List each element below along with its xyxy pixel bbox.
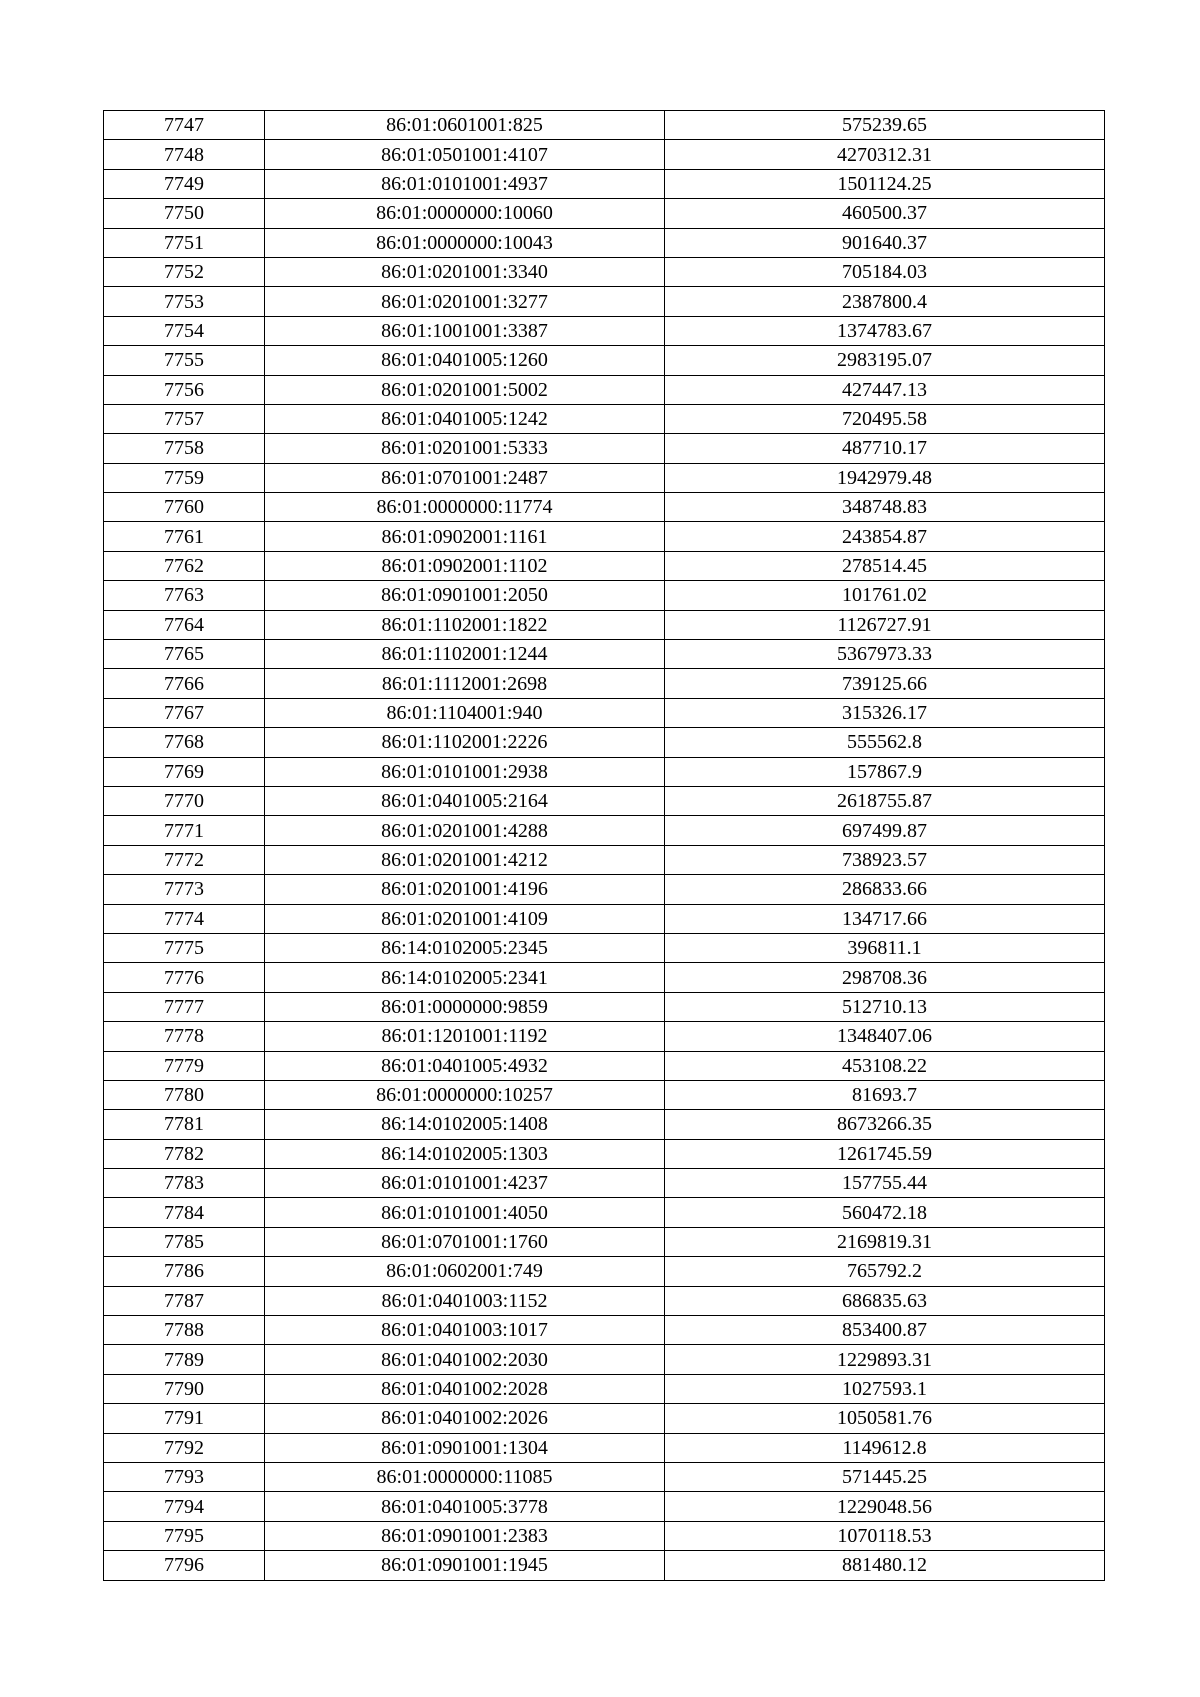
row-number-cell: 7749: [104, 169, 265, 198]
cadastral-number-cell: 86:01:0101001:4937: [265, 169, 665, 198]
value-cell: 286833.66: [665, 875, 1105, 904]
row-number-cell: 7776: [104, 963, 265, 992]
value-cell: 4270312.31: [665, 140, 1105, 169]
table-row: [104, 1316, 1105, 1345]
value-cell: 348748.83: [665, 493, 1105, 522]
value-cell: 1050581.76: [665, 1404, 1105, 1433]
row-number-cell: 7781: [104, 1110, 265, 1139]
table-row: [104, 1286, 1105, 1315]
row-number-cell: 7777: [104, 992, 265, 1021]
table-row: [104, 875, 1105, 904]
cadastral-number-cell: 86:01:0901001:1945: [265, 1551, 665, 1580]
row-number-cell: 7756: [104, 375, 265, 404]
row-number-cell: 7787: [104, 1286, 265, 1315]
table-row: [104, 346, 1105, 375]
row-number-cell: 7757: [104, 404, 265, 433]
value-cell: 1348407.06: [665, 1022, 1105, 1051]
value-cell: 512710.13: [665, 992, 1105, 1021]
row-number-cell: 7750: [104, 199, 265, 228]
row-number-cell: 7766: [104, 669, 265, 698]
cadastral-number-cell: 86:01:0401005:3778: [265, 1492, 665, 1521]
cadastral-number-cell: 86:01:0201001:3277: [265, 287, 665, 316]
table-row: [104, 404, 1105, 433]
row-number-cell: 7767: [104, 698, 265, 727]
table-row: [104, 992, 1105, 1021]
cadastral-number-cell: 86:01:0101001:2938: [265, 757, 665, 786]
table-row: [104, 228, 1105, 257]
table-row: [104, 1227, 1105, 1256]
cadastral-number-cell: 86:01:0401005:4932: [265, 1051, 665, 1080]
value-cell: 8673266.35: [665, 1110, 1105, 1139]
cadastral-number-cell: 86:01:0601001:825: [265, 111, 665, 140]
table-row: [104, 1374, 1105, 1403]
cadastral-number-cell: 86:01:0000000:10060: [265, 199, 665, 228]
table-row: [104, 1080, 1105, 1109]
value-cell: 1501124.25: [665, 169, 1105, 198]
value-cell: 1261745.59: [665, 1139, 1105, 1168]
table-row: [104, 581, 1105, 610]
cadastral-number-cell: 86:01:0701001:1760: [265, 1227, 665, 1256]
table-row: [104, 669, 1105, 698]
cadastral-number-cell: 86:14:0102005:2341: [265, 963, 665, 992]
row-number-cell: 7769: [104, 757, 265, 786]
value-cell: 298708.36: [665, 963, 1105, 992]
table-row: [104, 698, 1105, 727]
table-row: [104, 375, 1105, 404]
value-cell: 765792.2: [665, 1257, 1105, 1286]
cadastral-number-cell: 86:01:0701001:2487: [265, 463, 665, 492]
row-number-cell: 7758: [104, 434, 265, 463]
row-number-cell: 7762: [104, 551, 265, 580]
row-number-cell: 7761: [104, 522, 265, 551]
row-number-cell: 7788: [104, 1316, 265, 1345]
value-cell: 739125.66: [665, 669, 1105, 698]
value-cell: 555562.8: [665, 728, 1105, 757]
cadastral-number-cell: 86:01:1102001:1822: [265, 610, 665, 639]
row-number-cell: 7754: [104, 316, 265, 345]
cadastral-number-cell: 86:01:0901001:2050: [265, 581, 665, 610]
row-number-cell: 7792: [104, 1433, 265, 1462]
row-number-cell: 7773: [104, 875, 265, 904]
value-cell: 1942979.48: [665, 463, 1105, 492]
table-row: [104, 1433, 1105, 1462]
cadastral-number-cell: 86:01:0401003:1017: [265, 1316, 665, 1345]
value-cell: 81693.7: [665, 1080, 1105, 1109]
cadastral-number-cell: 86:01:0000000:11085: [265, 1462, 665, 1491]
value-cell: 2983195.07: [665, 346, 1105, 375]
row-number-cell: 7748: [104, 140, 265, 169]
cadastral-number-cell: 86:01:0401002:2030: [265, 1345, 665, 1374]
table-row: [104, 933, 1105, 962]
table-row: [104, 1404, 1105, 1433]
value-cell: 738923.57: [665, 845, 1105, 874]
row-number-cell: 7786: [104, 1257, 265, 1286]
cadastral-number-cell: 86:01:1201001:1192: [265, 1022, 665, 1051]
value-cell: 853400.87: [665, 1316, 1105, 1345]
table-row: [104, 640, 1105, 669]
cadastral-number-cell: 86:01:0901001:1304: [265, 1433, 665, 1462]
row-number-cell: 7772: [104, 845, 265, 874]
value-cell: 487710.17: [665, 434, 1105, 463]
table-row: [104, 904, 1105, 933]
value-cell: 575239.65: [665, 111, 1105, 140]
value-cell: 278514.45: [665, 551, 1105, 580]
table-row: [104, 111, 1105, 140]
value-cell: 5367973.33: [665, 640, 1105, 669]
value-cell: 1070118.53: [665, 1521, 1105, 1550]
cadastral-number-cell: 86:01:1102001:2226: [265, 728, 665, 757]
value-cell: 2618755.87: [665, 786, 1105, 815]
cadastral-number-cell: 86:01:0101001:4050: [265, 1198, 665, 1227]
row-number-cell: 7784: [104, 1198, 265, 1227]
cadastral-number-cell: 86:01:0501001:4107: [265, 140, 665, 169]
cadastral-number-cell: 86:14:0102005:2345: [265, 933, 665, 962]
value-cell: 243854.87: [665, 522, 1105, 551]
table-row: [104, 287, 1105, 316]
table-row: [104, 728, 1105, 757]
cadastral-number-cell: 86:01:0000000:10043: [265, 228, 665, 257]
cadastral-number-cell: 86:01:0401005:1260: [265, 346, 665, 375]
value-cell: 881480.12: [665, 1551, 1105, 1580]
row-number-cell: 7782: [104, 1139, 265, 1168]
cadastral-number-cell: 86:01:0101001:4237: [265, 1169, 665, 1198]
cadastral-number-cell: 86:01:0201001:4109: [265, 904, 665, 933]
row-number-cell: 7760: [104, 493, 265, 522]
row-number-cell: 7747: [104, 111, 265, 140]
row-number-cell: 7778: [104, 1022, 265, 1051]
value-cell: 101761.02: [665, 581, 1105, 610]
cadastral-number-cell: 86:01:0201001:4288: [265, 816, 665, 845]
cadastral-number-cell: 86:01:0602001:749: [265, 1257, 665, 1286]
table-row: [104, 257, 1105, 286]
table-row: [104, 1521, 1105, 1550]
table-row: [104, 199, 1105, 228]
table-row: [104, 463, 1105, 492]
value-cell: 1027593.1: [665, 1374, 1105, 1403]
value-cell: 157867.9: [665, 757, 1105, 786]
data-table: [103, 110, 1105, 1581]
value-cell: 1126727.91: [665, 610, 1105, 639]
row-number-cell: 7768: [104, 728, 265, 757]
table-row: [104, 1169, 1105, 1198]
cadastral-number-cell: 86:01:0201001:4196: [265, 875, 665, 904]
row-number-cell: 7765: [104, 640, 265, 669]
value-cell: 427447.13: [665, 375, 1105, 404]
row-number-cell: 7783: [104, 1169, 265, 1198]
value-cell: 1229048.56: [665, 1492, 1105, 1521]
row-number-cell: 7752: [104, 257, 265, 286]
value-cell: 720495.58: [665, 404, 1105, 433]
value-cell: 2387800.4: [665, 287, 1105, 316]
row-number-cell: 7775: [104, 933, 265, 962]
value-cell: 157755.44: [665, 1169, 1105, 1198]
table-row: [104, 1492, 1105, 1521]
table-row: [104, 551, 1105, 580]
value-cell: 1229893.31: [665, 1345, 1105, 1374]
row-number-cell: 7780: [104, 1080, 265, 1109]
value-cell: 1374783.67: [665, 316, 1105, 345]
table-row: [104, 1345, 1105, 1374]
cadastral-number-cell: 86:14:0102005:1408: [265, 1110, 665, 1139]
cadastral-number-cell: 86:01:0000000:10257: [265, 1080, 665, 1109]
table-row: [104, 434, 1105, 463]
table-row: [104, 522, 1105, 551]
row-number-cell: 7770: [104, 786, 265, 815]
row-number-cell: 7755: [104, 346, 265, 375]
table-row: [104, 1198, 1105, 1227]
table-row: [104, 1110, 1105, 1139]
cadastral-number-cell: 86:01:0000000:9859: [265, 992, 665, 1021]
cadastral-number-cell: 86:01:0401005:1242: [265, 404, 665, 433]
row-number-cell: 7791: [104, 1404, 265, 1433]
row-number-cell: 7789: [104, 1345, 265, 1374]
value-cell: 2169819.31: [665, 1227, 1105, 1256]
row-number-cell: 7793: [104, 1462, 265, 1491]
cadastral-number-cell: 86:01:1104001:940: [265, 698, 665, 727]
row-number-cell: 7794: [104, 1492, 265, 1521]
cadastral-number-cell: 86:01:1102001:1244: [265, 640, 665, 669]
table-row: [104, 140, 1105, 169]
table-row: [104, 1257, 1105, 1286]
cadastral-number-cell: 86:01:0901001:2383: [265, 1521, 665, 1550]
cadastral-number-cell: 86:14:0102005:1303: [265, 1139, 665, 1168]
cadastral-number-cell: 86:01:0201001:5002: [265, 375, 665, 404]
row-number-cell: 7753: [104, 287, 265, 316]
value-cell: 453108.22: [665, 1051, 1105, 1080]
row-number-cell: 7796: [104, 1551, 265, 1580]
row-number-cell: 7763: [104, 581, 265, 610]
value-cell: 134717.66: [665, 904, 1105, 933]
table-row: [104, 1462, 1105, 1491]
cadastral-number-cell: 86:01:0902001:1102: [265, 551, 665, 580]
table-row: [104, 1022, 1105, 1051]
row-number-cell: 7764: [104, 610, 265, 639]
value-cell: 705184.03: [665, 257, 1105, 286]
row-number-cell: 7779: [104, 1051, 265, 1080]
cadastral-number-cell: 86:01:0401003:1152: [265, 1286, 665, 1315]
cadastral-number-cell: 86:01:0902001:1161: [265, 522, 665, 551]
row-number-cell: 7795: [104, 1521, 265, 1550]
table-row: [104, 610, 1105, 639]
row-number-cell: 7759: [104, 463, 265, 492]
cadastral-number-cell: 86:01:0000000:11774: [265, 493, 665, 522]
value-cell: 460500.37: [665, 199, 1105, 228]
cadastral-number-cell: 86:01:0401002:2028: [265, 1374, 665, 1403]
value-cell: 315326.17: [665, 698, 1105, 727]
table-row: [104, 757, 1105, 786]
cadastral-number-cell: 86:01:1112001:2698: [265, 669, 665, 698]
value-cell: 901640.37: [665, 228, 1105, 257]
value-cell: 560472.18: [665, 1198, 1105, 1227]
table-row: [104, 845, 1105, 874]
cadastral-number-cell: 86:01:0401005:2164: [265, 786, 665, 815]
table-row: [104, 169, 1105, 198]
value-cell: 686835.63: [665, 1286, 1105, 1315]
cadastral-number-cell: 86:01:0201001:5333: [265, 434, 665, 463]
table-row: [104, 1139, 1105, 1168]
table-body: [104, 111, 1105, 1581]
table-row: [104, 963, 1105, 992]
table-row: [104, 786, 1105, 815]
row-number-cell: 7785: [104, 1227, 265, 1256]
table-row: [104, 1051, 1105, 1080]
table-row: [104, 816, 1105, 845]
cadastral-number-cell: 86:01:0201001:3340: [265, 257, 665, 286]
value-cell: 697499.87: [665, 816, 1105, 845]
row-number-cell: 7771: [104, 816, 265, 845]
table-row: [104, 316, 1105, 345]
cadastral-number-cell: 86:01:1001001:3387: [265, 316, 665, 345]
table-row: [104, 1551, 1105, 1580]
cadastral-number-cell: 86:01:0401002:2026: [265, 1404, 665, 1433]
value-cell: 1149612.8: [665, 1433, 1105, 1462]
table-row: [104, 493, 1105, 522]
value-cell: 571445.25: [665, 1462, 1105, 1491]
row-number-cell: 7774: [104, 904, 265, 933]
value-cell: 396811.1: [665, 933, 1105, 962]
row-number-cell: 7751: [104, 228, 265, 257]
cadastral-number-cell: 86:01:0201001:4212: [265, 845, 665, 874]
row-number-cell: 7790: [104, 1374, 265, 1403]
